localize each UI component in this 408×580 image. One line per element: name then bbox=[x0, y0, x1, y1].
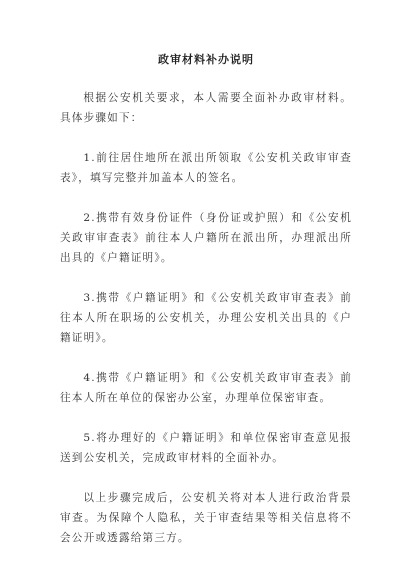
paragraph-step-4: 4.携带《户籍证明》和《公安机关政审审查表》前往本人所在单位的保密办公室，办理单位保密审查。 bbox=[60, 372, 352, 404]
paragraph-step-2: 2.携带有效身份证件（身份证或护照）和《公安机关政审审查表》前往本人户籍所在派出所，办理派出所出具的《户籍证明》。 bbox=[60, 212, 352, 264]
paragraph-intro: 根据公安机关要求，本人需要全面补办政审材料。具体步骤如下： bbox=[60, 92, 352, 124]
document-title: 政审材料补办说明 bbox=[158, 53, 254, 66]
paragraph-step-5: 5.将办理好的《户籍证明》和单位保密审查意见报送到公安机关，完成政审材料的全面补办。 bbox=[60, 432, 352, 464]
paragraph-step-1: 1.前往居住地所在派出所领取《公安机关政审审查表》，填写完整并加盖本人的签名。 bbox=[60, 152, 352, 184]
paragraph-conclusion: 以上步骤完成后，公安机关将对本人进行政治背景审查。为保障个人隐私，关于审查结果等相关信息将不会公开或透露给第三方。 bbox=[60, 492, 352, 544]
paragraph-step-3: 3.携带《户籍证明》和《公安机关政审审查表》前往本人所在职场的公安机关，办理公安机关出具的《户籍证明》。 bbox=[60, 292, 352, 344]
